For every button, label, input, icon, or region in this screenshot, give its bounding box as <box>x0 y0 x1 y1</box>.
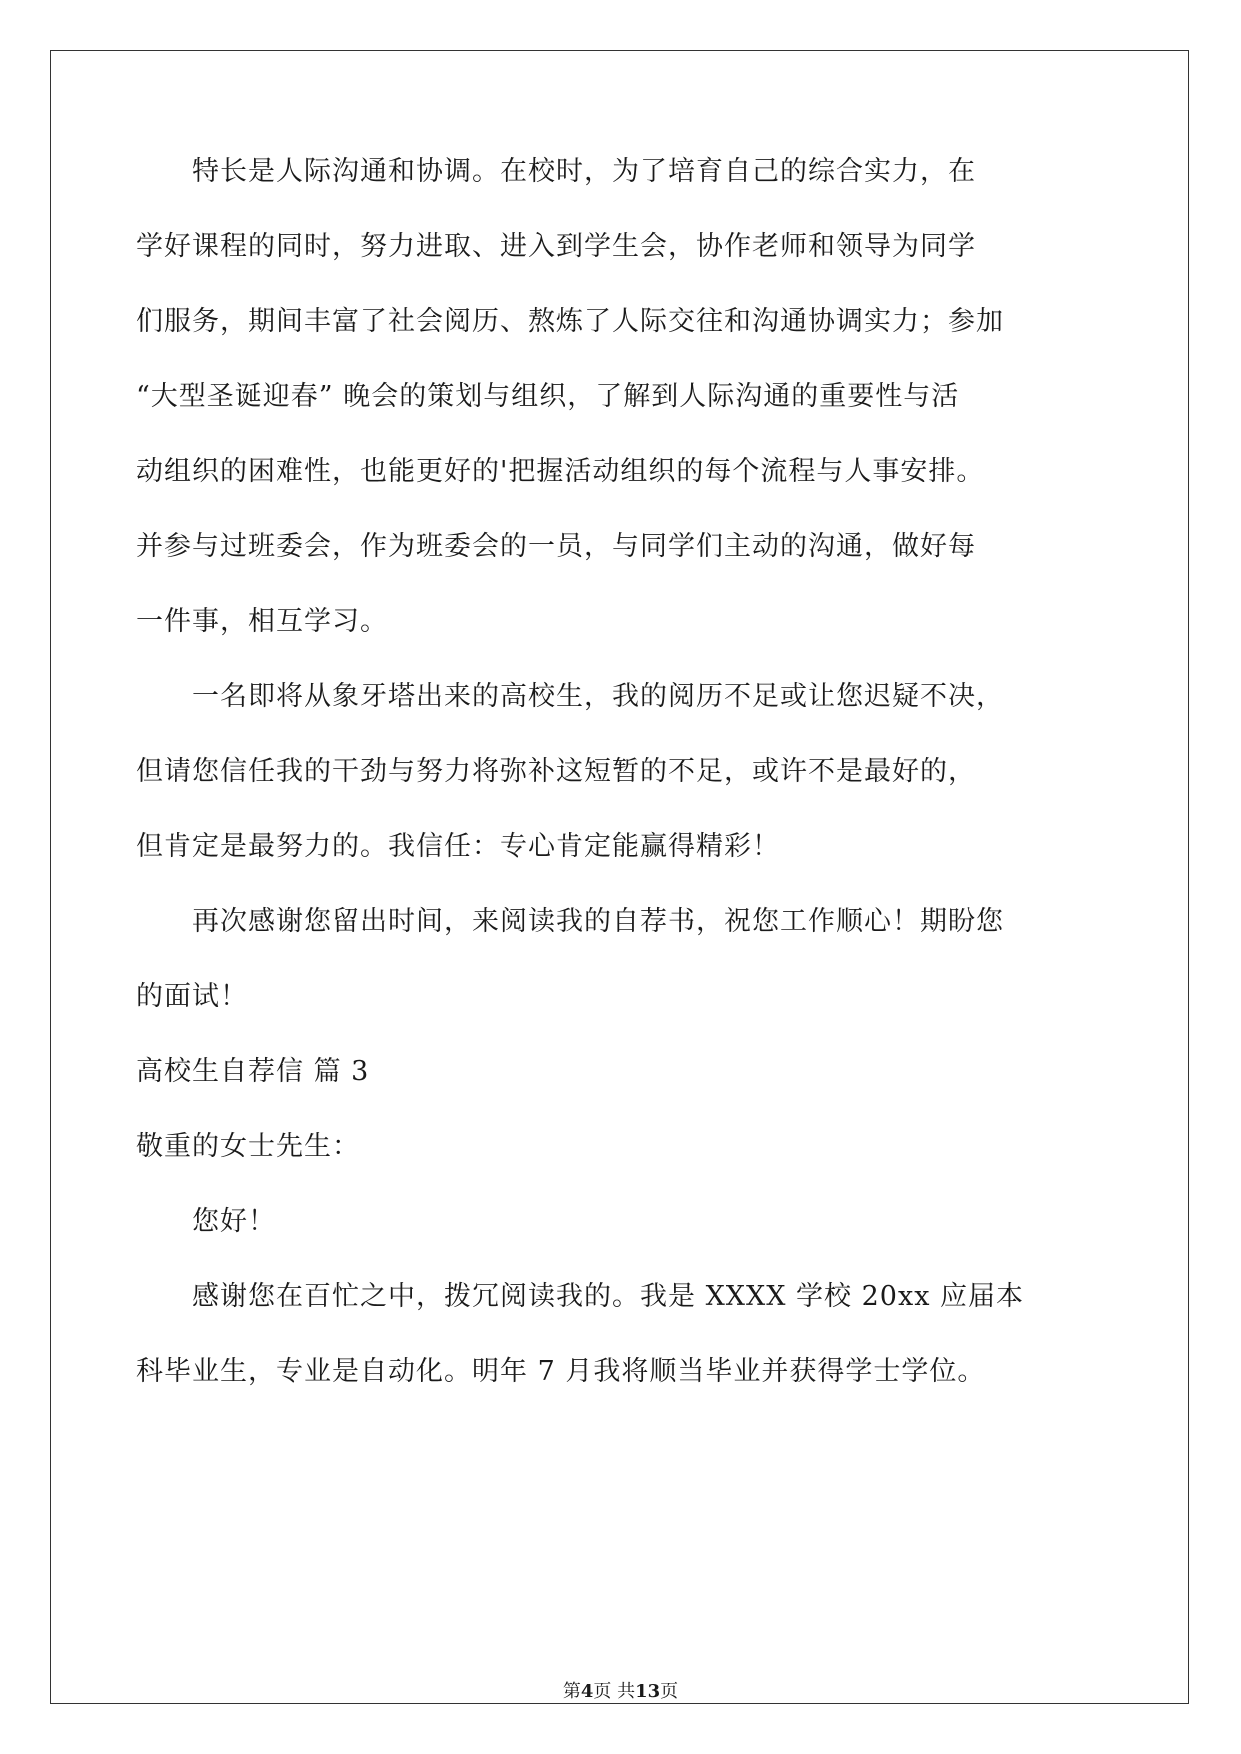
page-footer <box>0 1681 1241 1703</box>
text-line: 科毕业生，专业是自动化。明年 7 月我将顺当毕业并获得学士学位。 <box>136 1356 986 1387</box>
footer-prefix: 第 <box>562 1681 581 1702</box>
footer-mid: 页 共 <box>593 1681 636 1702</box>
text-line: 一名即将从象牙塔出来的高校生，我的阅历不足或让您迟疑不决， <box>192 681 1004 712</box>
footer-page-number: 4 <box>580 1681 594 1702</box>
section-heading: 高校生自荐信 篇 3 <box>136 1056 370 1087</box>
text-line: 动组织的困难性，也能更好的'把握活动组织的每个流程与人事安排。 <box>136 456 985 487</box>
footer-suffix: 页 <box>660 1681 679 1702</box>
text-line: 但请您信任我的干劲与努力将弥补这短暂的不足，或许不是最好的， <box>136 756 976 787</box>
text-line: 并参与过班委会，作为班委会的一员，与同学们主动的沟通，做好每 <box>136 531 976 562</box>
text-line: 但肯定是最努力的。我信任：专心肯定能赢得精彩！ <box>136 831 780 862</box>
text-line: 感谢您在百忙之中，拨冗阅读我的。我是 XXXX 学校 20xx 应届本 <box>192 1281 1025 1312</box>
text-line: 们服务，期间丰富了社会阅历、熬炼了人际交往和沟通协调实力；参加 <box>136 306 1004 337</box>
text-line: 的面试！ <box>136 981 248 1012</box>
text-line: “大型圣诞迎春” 晚会的策划与组织，了解到人际沟通的重要性与活 <box>136 381 960 412</box>
text-line: 学好课程的同时，努力进取、进入到学生会，协作老师和领导为同学 <box>136 231 976 262</box>
footer-total-pages: 13 <box>635 1681 661 1702</box>
text-line: 特长是人际沟通和协调。在校时，为了培育自己的综合实力，在 <box>192 156 976 187</box>
salutation: 敬重的女士先生： <box>136 1131 360 1162</box>
text-line: 一件事，相互学习。 <box>136 606 388 637</box>
text-line: 再次感谢您留出时间，来阅读我的自荐书，祝您工作顺心！期盼您 <box>192 906 1004 937</box>
page-border <box>50 50 1189 1704</box>
greeting: 您好！ <box>192 1206 276 1237</box>
